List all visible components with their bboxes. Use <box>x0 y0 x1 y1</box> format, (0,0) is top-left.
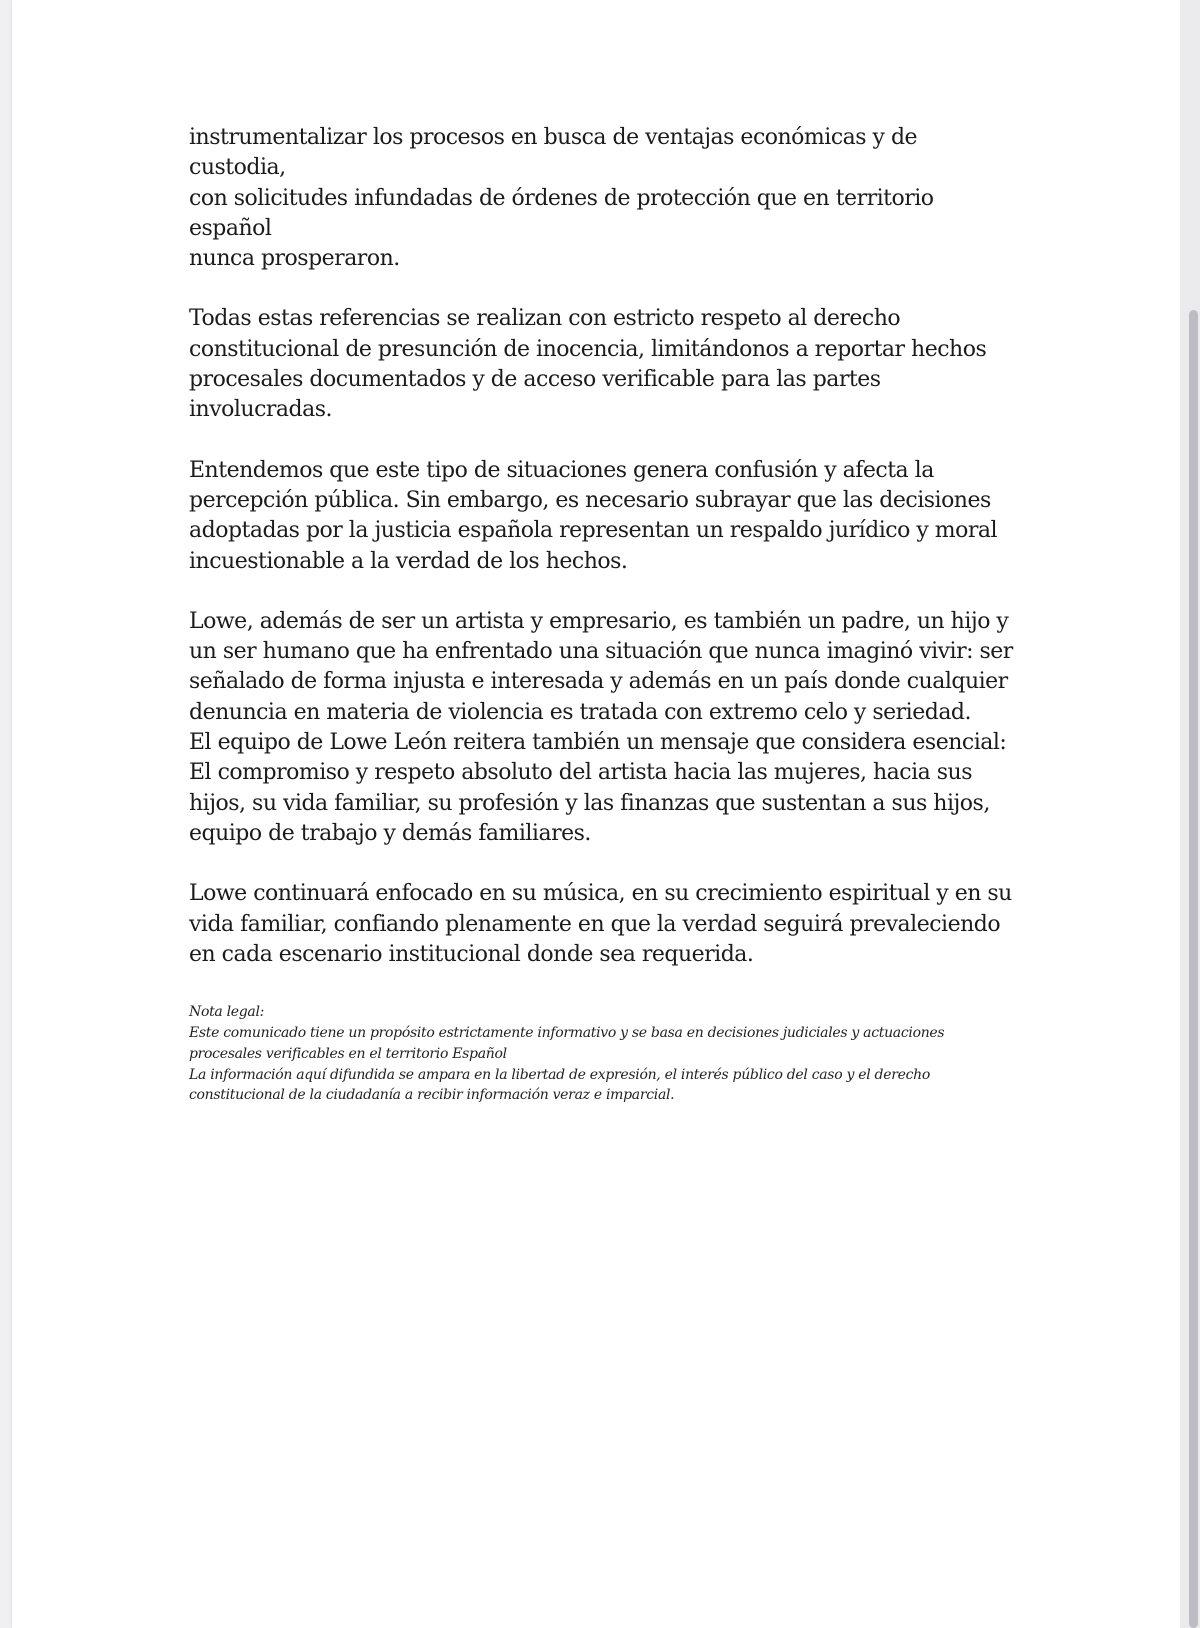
paragraph <box>189 456 1039 577</box>
text-line: en cada escenario institucional donde sea requerida. <box>189 941 754 967</box>
text-line: Lowe continuará enfocado en su música, en su crecimiento espiritual y en su <box>189 881 1012 907</box>
text-line: español <box>189 215 272 241</box>
paragraph <box>189 879 1039 970</box>
text-line: Todas estas referencias se realizan con estricto respeto al derecho <box>189 306 901 332</box>
legal-note-line: procesales verificables en el territorio Español <box>189 1045 507 1062</box>
legal-note-line: constitucional de la ciudadanía a recibir información veraz e imparcial. <box>189 1087 675 1104</box>
text-line: El equipo de Lowe León reitera también un mensaje que considera esencial: <box>189 730 1007 756</box>
text-line: señalado de forma injusta e interesada y además en un país donde cualquier <box>189 669 1008 695</box>
text-line: vida familiar, confiando plenamente en que la verdad seguirá prevaleciendo <box>189 911 1001 937</box>
text-line: Entendemos que este tipo de situaciones genera confusión y afecta la <box>189 457 934 483</box>
document-body <box>189 123 1039 1106</box>
legal-note-line: La información aquí difundida se ampara en la libertad de expresión, el interés público del caso y el derecho <box>189 1066 930 1083</box>
text-line: hijos, su vida familiar, su profesión y las finanzas que sustentan a sus hijos, <box>189 790 990 816</box>
text-line: percepción pública. Sin embargo, es necesario subrayar que las decisiones <box>189 487 991 513</box>
scrollbar-thumb[interactable] <box>1189 310 1198 1628</box>
text-line: equipo de trabajo y demás familiares. <box>189 820 591 846</box>
vertical-scrollbar[interactable] <box>1180 0 1200 1628</box>
text-line: incuestionable a la verdad de los hechos. <box>189 548 628 574</box>
legal-note <box>189 1002 1039 1106</box>
text-line: Lowe, además de ser un artista y empresario, es también un padre, un hijo y <box>189 608 1009 634</box>
text-line: un ser humano que ha enfrentado una situación que nunca imaginó vivir: ser <box>189 639 1013 665</box>
text-line: nunca prosperaron. <box>189 246 400 272</box>
text-line: instrumentalizar los procesos en busca de ventajas económicas y de <box>189 125 918 150</box>
document-page <box>12 0 1188 1628</box>
text-line: constitucional de presunción de inocencia, limitándonos a reportar hechos <box>189 336 987 362</box>
paragraph <box>189 304 1039 425</box>
text-line: involucradas. <box>189 397 333 423</box>
text-line: El compromiso y respeto absoluto del artista hacia las mujeres, hacia sus <box>189 760 972 786</box>
legal-note-line: Este comunicado tiene un propósito estrictamente informativo y se basa en decisiones judiciales y actuaciones <box>189 1024 945 1041</box>
text-line: custodia, <box>189 155 286 181</box>
paragraph <box>189 123 1039 274</box>
paragraph <box>189 607 1039 849</box>
legal-note-heading: Nota legal: <box>189 1004 265 1021</box>
text-line: con solicitudes infundadas de órdenes de protección que en territorio <box>189 185 934 211</box>
text-line: denuncia en materia de violencia es tratada con extremo celo y seriedad. <box>189 699 972 725</box>
text-line: procesales documentados y de acceso verificable para las partes <box>189 367 881 393</box>
text-line: adoptadas por la justicia española representan un respaldo jurídico y moral <box>189 518 998 544</box>
